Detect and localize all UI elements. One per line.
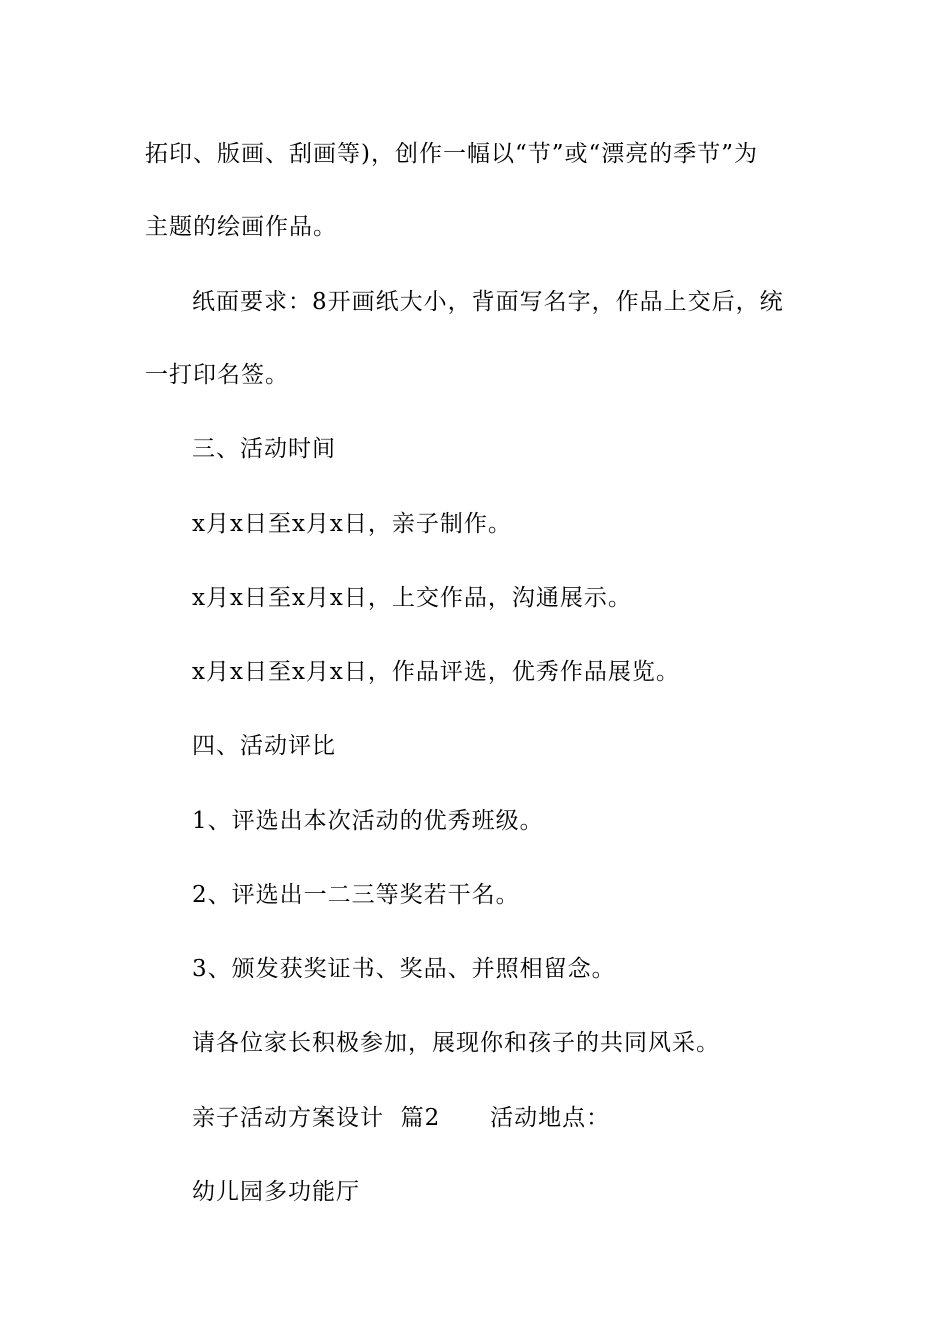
schedule-item: x月x日至x月x日，亲子制作。 bbox=[192, 511, 512, 537]
list-item: 1、评选出本次活动的优秀班级。 bbox=[192, 808, 544, 834]
paragraph-line: 拓印、版画、刮画等)，创作一幅以“节”或“漂亮的季节”为 bbox=[145, 141, 759, 167]
section-heading: 三、活动时间 bbox=[192, 436, 336, 462]
schedule-item: x月x日至x月x日，上交作品，沟通展示。 bbox=[192, 585, 632, 611]
section-heading: 四、活动评比 bbox=[192, 733, 336, 759]
paragraph-line: 纸面要求：8开画纸大小，背面写名字，作品上交后，统 bbox=[192, 289, 784, 315]
plan-title-line: 亲子活动方案设计 篇2 活动地点： bbox=[192, 1105, 611, 1131]
list-item: 2、评选出一二三等奖若干名。 bbox=[192, 882, 520, 908]
paragraph-line: 一打印名签。 bbox=[145, 362, 289, 388]
list-item: 3、颁发获奖证书、奖品、并照相留念。 bbox=[192, 956, 616, 982]
paragraph-line: 请各位家长积极参加，展现你和孩子的共同风采。 bbox=[192, 1030, 720, 1056]
schedule-item: x月x日至x月x日，作品评选，优秀作品展览。 bbox=[192, 659, 680, 685]
paragraph-line: 幼儿园多功能厅 bbox=[192, 1179, 360, 1205]
paragraph-line: 主题的绘画作品。 bbox=[145, 214, 337, 240]
